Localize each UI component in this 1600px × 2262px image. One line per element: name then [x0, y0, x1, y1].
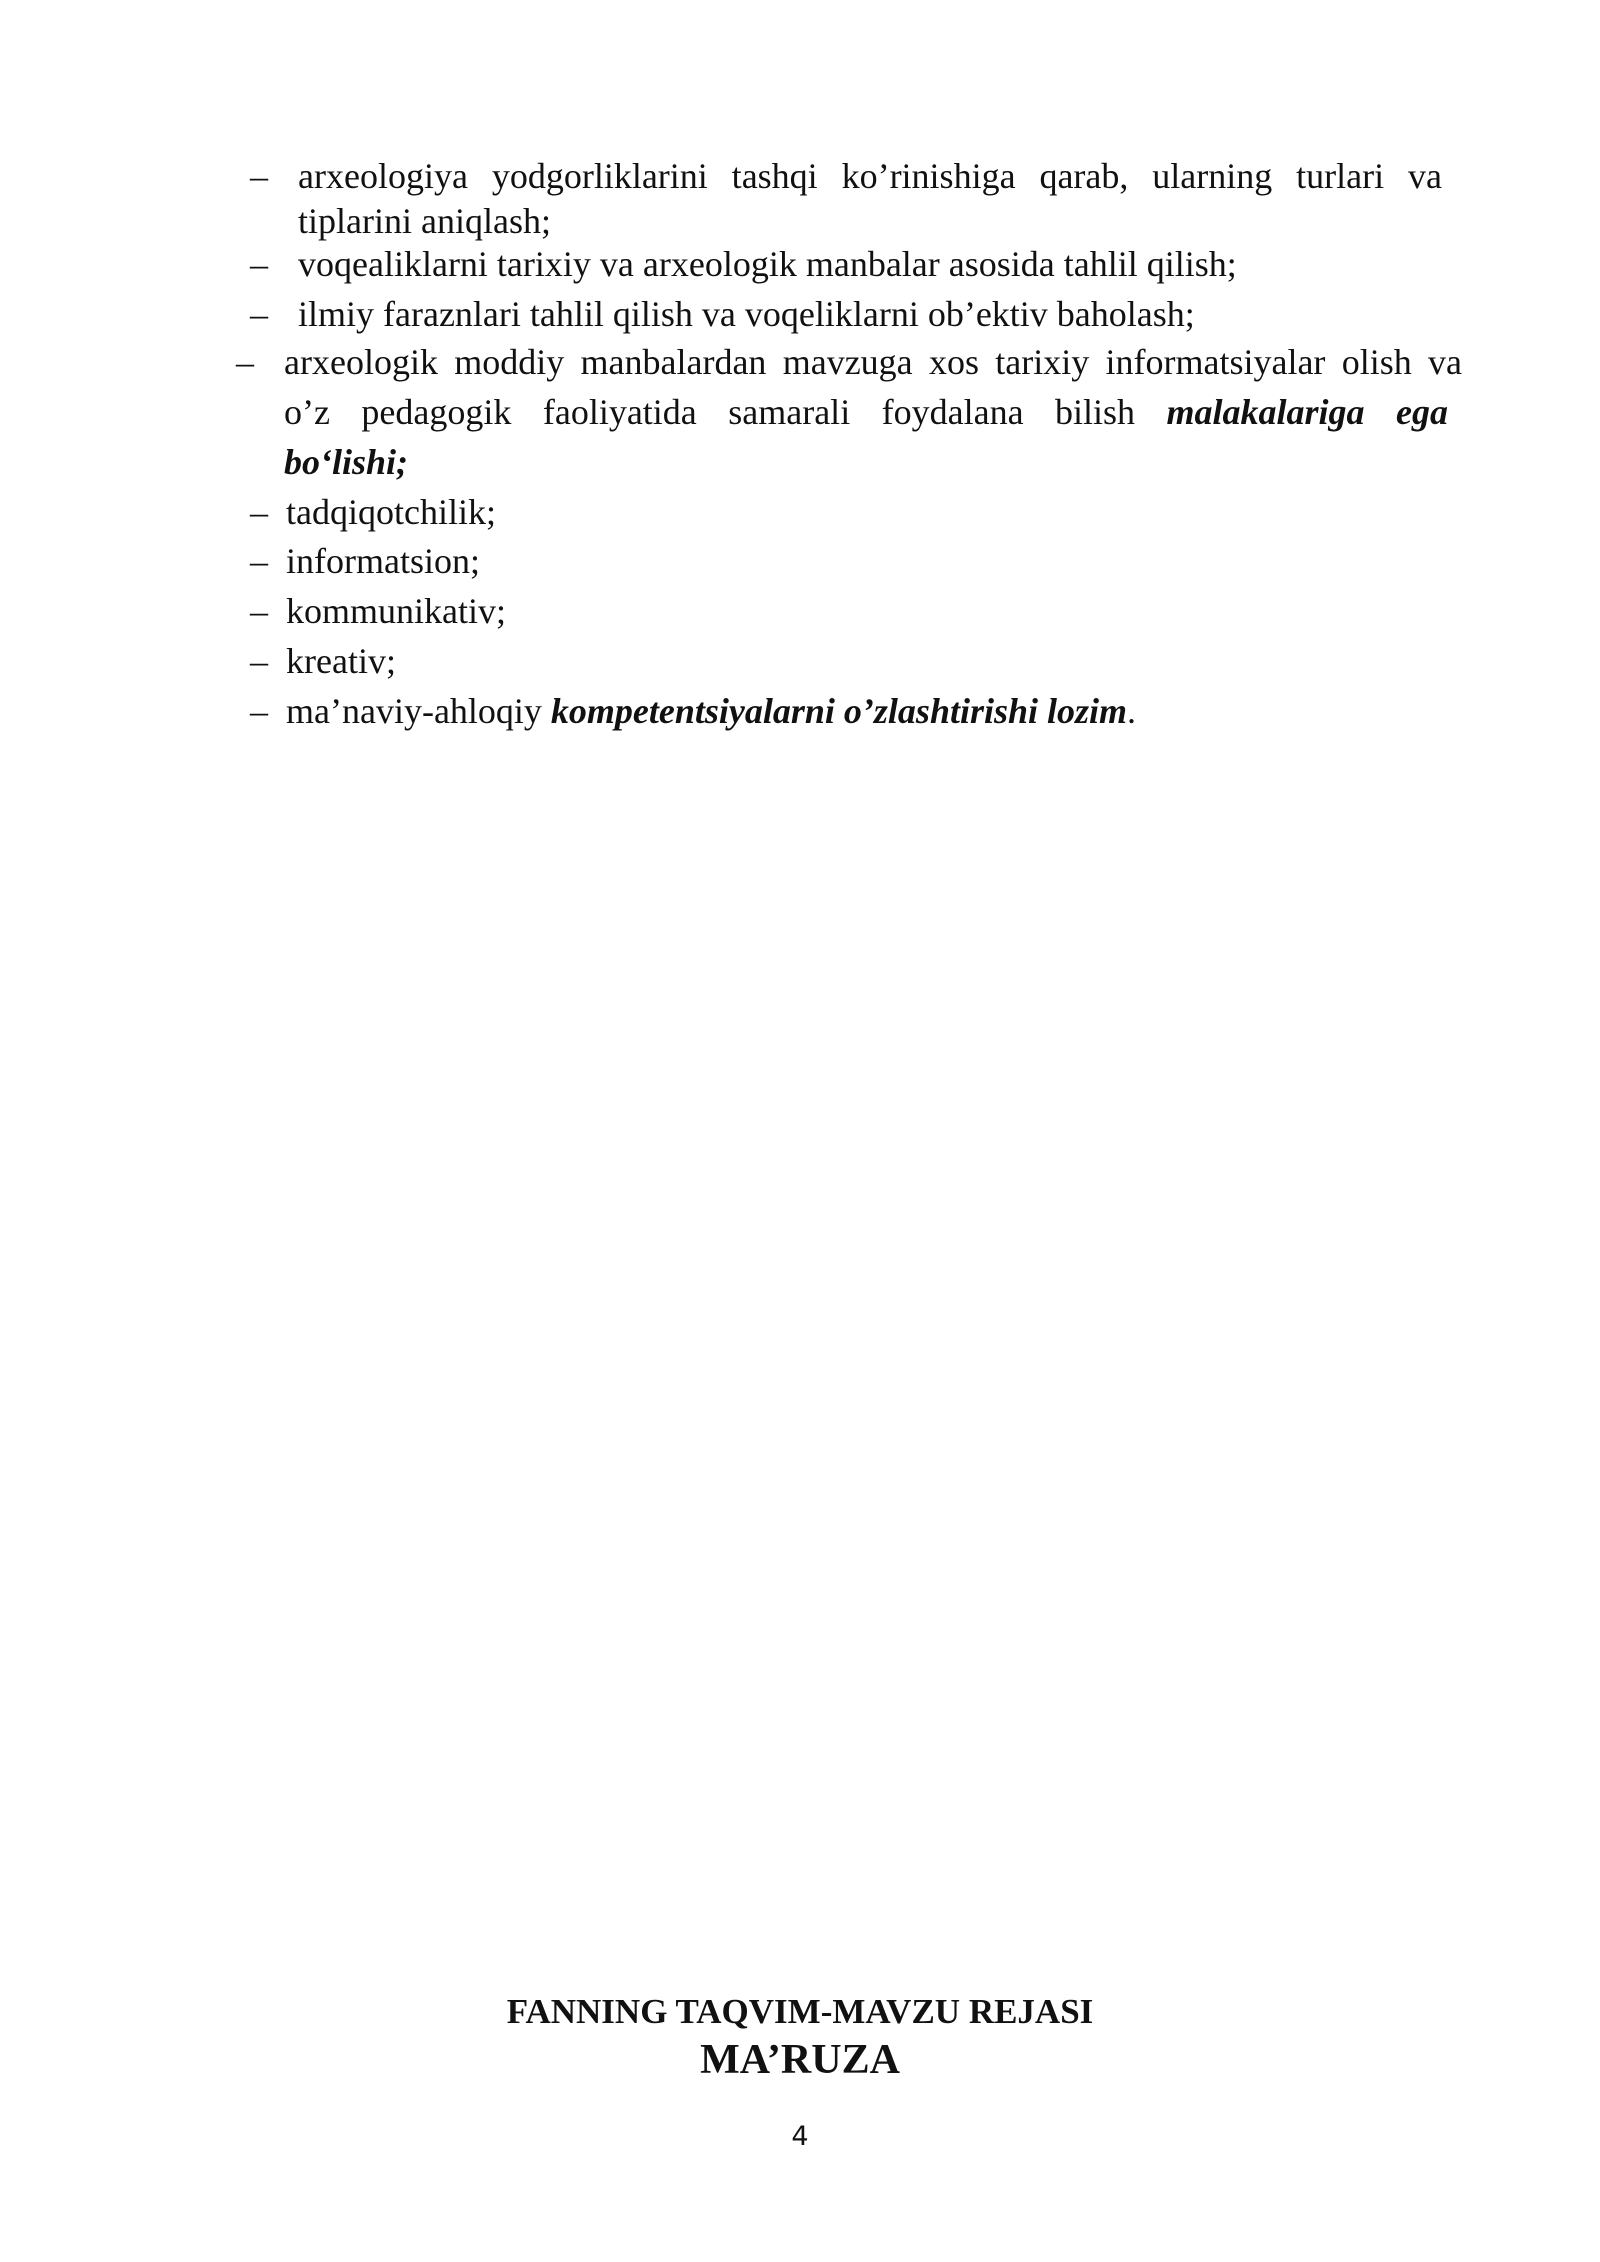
emphasis-text: bo‘lishi;: [284, 442, 409, 482]
list-item-text: ilmiy faraznlari tahlil qilish va voqeliklarni ob’ektiv baholash;: [298, 294, 1195, 334]
list-item: [236, 338, 1466, 488]
list-item: [250, 587, 1450, 636]
list-item: [250, 240, 1450, 289]
dash-bullet: –: [250, 156, 268, 196]
list-item-text: voqealiklarni tarixiy va arxeologik manbalar asosida tahlil qilish;: [298, 244, 1237, 284]
dash-bullet: –: [250, 591, 268, 631]
list-item: [250, 637, 1450, 686]
list-item-text: kommunikativ;: [286, 591, 506, 631]
list-item-text-line: arxeologik moddiy manbalardan mavzuga xos tarixiy informatsiyalar olish va: [284, 342, 1462, 382]
list-item: [250, 537, 1450, 586]
list-item-text: tadqiqotchilik;: [286, 492, 496, 532]
page-number: 4: [791, 2121, 809, 2152]
list-item: [250, 488, 1450, 537]
list-item-text-line: arxeologiya yodgorliklarini tashqi ko’rinishiga qarab, ularning turlari va: [298, 156, 1442, 196]
emphasis-text: malakalariga ega: [1166, 392, 1448, 432]
plain-text: o’z pedagogik faoliyatida samarali foydalana bilish: [284, 392, 1167, 432]
emphasis-text: kompetentsiyalarni o’zlashtirishi lozim: [550, 691, 1128, 731]
dash-bullet: –: [250, 641, 268, 681]
list-item: [250, 687, 1450, 736]
section-heading: FANNING TAQVIM-MAVZU REJASI: [506, 1992, 1094, 2031]
list-item: [250, 290, 1450, 339]
plain-text: ma’naviy-ahloqiy: [286, 691, 551, 731]
list-item-text: kreativ;: [286, 641, 396, 681]
dash-bullet: –: [250, 691, 268, 731]
dash-bullet: –: [250, 244, 268, 284]
dash-bullet: –: [236, 342, 254, 382]
dash-bullet: –: [250, 294, 268, 334]
dash-bullet: –: [250, 541, 268, 581]
list-item-text: [286, 687, 1136, 736]
list-item-text-line: [284, 388, 1448, 437]
section-subheading: MA’RUZA: [700, 2037, 900, 2083]
dash-bullet: –: [250, 492, 268, 532]
period: .: [1127, 691, 1137, 731]
list-item-text: informatsion;: [286, 541, 480, 581]
list-item-text-line: tiplarini aniqlash;: [298, 201, 551, 241]
list-item: [250, 152, 1450, 250]
